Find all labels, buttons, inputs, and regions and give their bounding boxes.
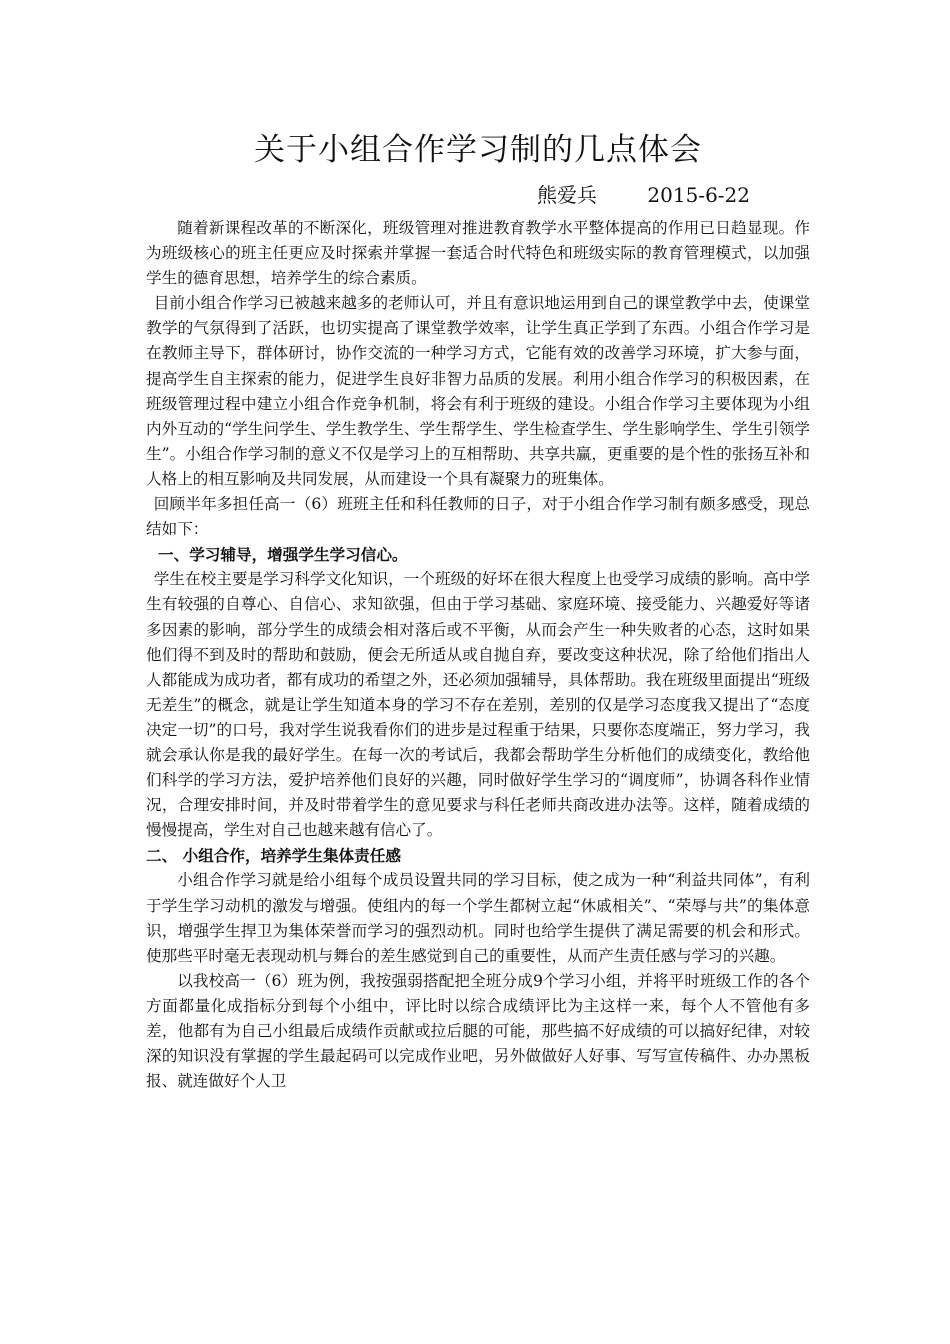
document-date: 2015-6-22 — [647, 183, 750, 207]
paragraph-intro: 随着新课程改革的不断深化，班级管理对推进教育教学水平整体提高的作用已日趋显现。作为班级核心的班主任更应及时探索并掌握一套适合时代特色和班级实际的教育管理模式，以加强学生的德育思想，培养学生的综合素质。 — [146, 219, 810, 288]
document-title: 关于小组合作学习制的几点体会 — [254, 132, 702, 168]
section-2-paragraph-2: 以我校高一（6）班为例，我按强弱搭配把全班分成9个学习小组，并将平时班级工作的各个方面都量化成指标分到每个小组中，评比时以综合成绩评比为主这样一来，每个人不管他有多差，他都有为自己小组最后成绩作贡献或拉后腿的可能，那些搞不好成绩的可以搞好纪律，对较深的知识没有掌握的学生最起码可以完成作业吧，另外做做好人好事、写写宣传稿件、办办黑板报、就连做好个人卫 — [146, 971, 810, 1091]
section-2-paragraph-1: 小组合作学习就是给小组每个成员设置共同的学习目标，使之成为一种“利益共同体”，有利于学生学习动机的激发与增强。使组内的每一个学生都树立起“休戚相关”、“荣辱与共”的集体意识，增强学生捍卫为集体荣誉而学习的强烈动机。同时也给学生提供了满足需要的机会和形式。使那些平时毫无表现动机与舞台的差生感觉到自己的重要性，从而产生责任感与学习的兴趣。 — [146, 871, 810, 965]
byline — [146, 178, 810, 212]
section-heading-1: 一、学习辅导，增强学生学习信心。 — [158, 545, 408, 565]
section-heading-2: 二、 小组合作，培养学生集体责任感 — [146, 846, 401, 866]
paragraph-background: 目前小组合作学习已被越来越多的老师认可，并且有意识地运用到自己的课堂教学中去，使课堂教学的气氛得到了活跃，也切实提高了课堂教学效率，让学生真正学到了东西。小组合作学习是在教师主导下，群体研讨，协作交流的一种学习方式，它能有效的改善学习环境，扩大参与面，提高学生自主探索的能力，促进学生良好非智力品质的发展。利用小组合作学习的积极因素，在班级管理过程中建立小组合作竞争机制，将会有利于班级的建设。小组合作学习主要体现为小组内外互动的“学生问学生、学生教学生、学生帮学生、学生检查学生、学生影响学生、学生引领学生”。小组合作学习制的意义不仅是学习上的互相帮助、共享共赢，更重要的是个性的张扬互补和人格上的相互影响及共同发展，从而建设一个具有凝聚力的班集体。 — [146, 294, 810, 488]
section-1-body: 学生在校主要是学习科学文化知识，一个班级的好坏在很大程度上也受学习成绩的影响。高中学生有较强的自尊心、自信心、求知欲强，但由于学习基础、家庭环境、接受能力、兴趣爱好等诸多因素的影响，部分学生的成绩会相对落后或不平衡，从而会产生一种失败者的心态，这时如果他们得不到及时的帮助和鼓励，便会无所适从或自抛自弃，要改变这种状况，除了给他们指出人人都能成为成功者，都有成功的希望之外，还必须加强辅导，具体帮助。我在班级里面提出“班级无差生”的概念，就是让学生知道本身的学习不存在差别，差别的仅是学习态度我又提出了“态度决定一切”的口号，我对学生说我看你们的进步是过程重于结果，只要你态度端正，努力学习，我就会承认你是我的最好学生。在每一次的考试后，我都会帮助学生分析他们的成绩变化，教给他们科学的学习方法，爱护培养他们良好的兴趣，同时做好学生学习的“调度师”，协调各科作业情况，合理安排时间，并及时带着学生的意见要求与科任老师共商改进办法等。这样，随着成绩的慢慢提高，学生对自己也越来越有信心了。 — [146, 570, 810, 840]
document-page — [146, 128, 810, 1094]
paragraph-review: 回顾半年多担任高一（6）班班主任和科任教师的日子，对于小组合作学习制有颇多感受，现总结如下： — [146, 495, 810, 539]
author-name: 熊爱兵 — [537, 183, 598, 207]
